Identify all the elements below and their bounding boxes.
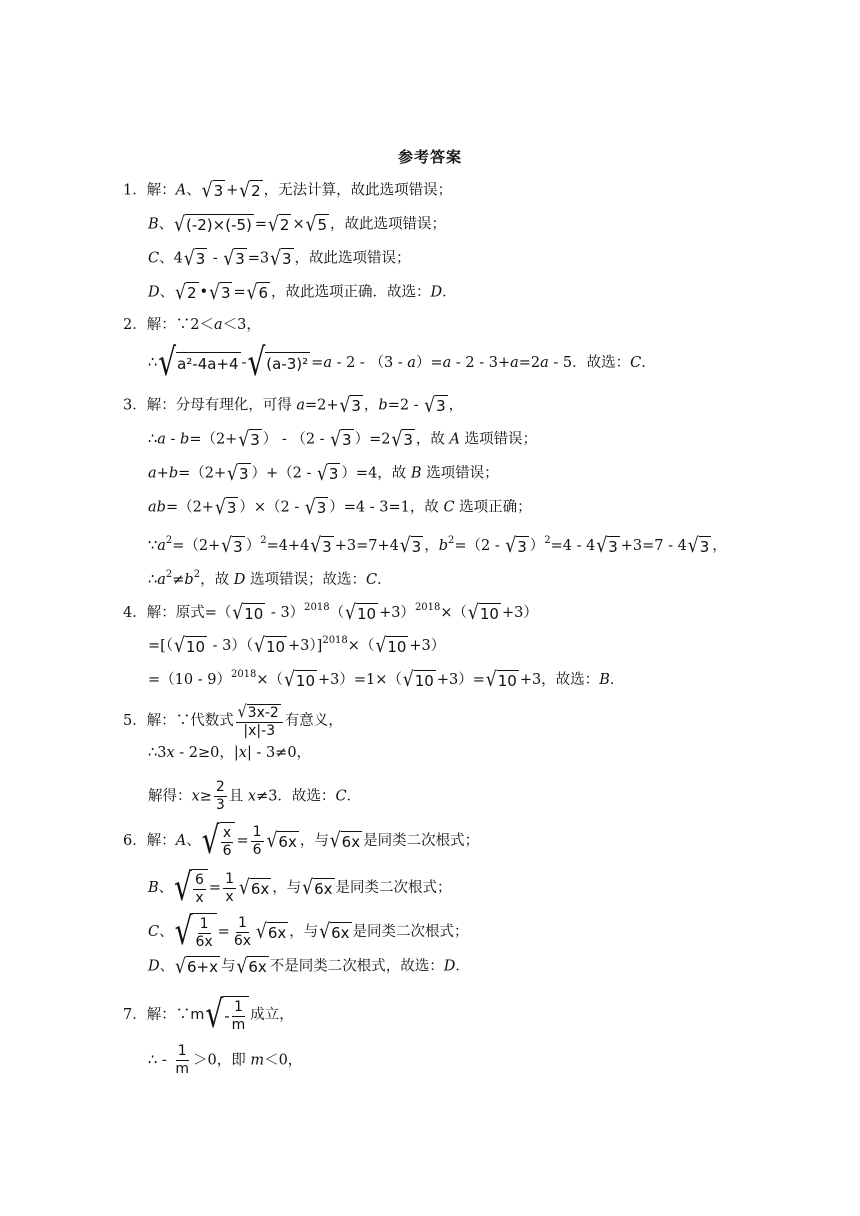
dot: • xyxy=(199,284,209,301)
text: ＞0，即 xyxy=(192,1052,251,1069)
text: 选项错误；故选： xyxy=(245,572,366,588)
q4-line-2 xyxy=(148,631,445,657)
expr: ）×（2 - xyxy=(239,499,304,516)
q1-solution-label: 解： xyxy=(146,182,176,199)
sqrt-3: √3 xyxy=(505,534,527,558)
fraction: $\frac{2}{3}$ xyxy=(215,779,225,813)
expr: ） xyxy=(245,538,261,554)
fraction: $\frac{√3x-2}{|x|-3}$ xyxy=(236,702,283,740)
q5-number: 5． xyxy=(123,713,147,729)
sqrt-3: √3 xyxy=(270,246,292,271)
text: 解：∵ xyxy=(146,1007,191,1023)
period: ． xyxy=(346,788,362,805)
q3-answer: C xyxy=(365,572,378,588)
text: ，故 xyxy=(200,572,234,588)
sqrt-3: √3 xyxy=(399,534,422,558)
expr: - 2≥0，| xyxy=(174,745,239,761)
var-a: a xyxy=(407,355,416,371)
sqrt-6x: √6x xyxy=(236,954,267,979)
var-a: a xyxy=(540,355,549,371)
q7-line-1 xyxy=(123,992,294,1037)
text: 解得： xyxy=(148,788,192,805)
sqrt-square: √(a-3)² xyxy=(247,340,309,385)
expr: +3）= xyxy=(436,672,485,688)
q6-line-1 xyxy=(123,818,480,863)
sqrt-3: √3 xyxy=(201,178,224,203)
text: 选项正确； xyxy=(454,499,532,516)
expr: =（10 - 9） xyxy=(148,672,231,688)
expr: （ xyxy=(329,605,345,621)
expr: ） xyxy=(529,538,545,554)
sqrt-10: √10 xyxy=(402,668,434,692)
var-a: a xyxy=(442,355,452,371)
expr: | - 3≠0， xyxy=(246,745,312,761)
sqrt-3: √3 xyxy=(183,246,206,271)
var-x: x xyxy=(247,788,257,805)
text: ，与 xyxy=(272,880,302,896)
expr: =（2+ xyxy=(172,538,221,554)
var-a: a xyxy=(157,431,166,448)
q6-line-3 xyxy=(148,909,469,954)
q2-line-2 xyxy=(148,340,656,385)
expr: =2+ xyxy=(305,397,339,414)
q3-line-6 xyxy=(148,565,392,590)
q3-line-4 xyxy=(148,497,532,518)
expr: =[（ xyxy=(148,638,174,654)
expr: +3） xyxy=(501,605,538,621)
sqrt-3: √3 xyxy=(214,495,237,520)
page-title: 参考答案 xyxy=(397,148,462,166)
text: ，故 xyxy=(415,431,450,448)
q2-line-1 xyxy=(123,315,261,335)
q5-line-2 xyxy=(148,743,311,763)
separator: 、 xyxy=(159,250,174,267)
option-letter: A xyxy=(175,833,187,849)
q7-line-2 xyxy=(148,1043,302,1078)
comma: ， xyxy=(424,538,439,554)
var-a: a xyxy=(510,355,519,371)
exponent: 2 xyxy=(448,535,455,546)
sqrt-2: √2 xyxy=(239,178,261,203)
equals: = xyxy=(236,833,249,849)
coef: 4 xyxy=(173,250,183,267)
q4-line-1 xyxy=(123,598,538,624)
text: 有意义， xyxy=(284,713,343,729)
expr: =（2+ xyxy=(178,465,227,482)
q3-line-2 xyxy=(148,429,537,450)
sqrt-3: √3 xyxy=(304,495,327,520)
text: 是同类二次根式； xyxy=(335,880,452,896)
expr: ）=2 xyxy=(354,431,391,448)
therefore: ∴ xyxy=(148,572,158,588)
q1-number: 1． xyxy=(123,182,147,199)
minus: - xyxy=(241,355,247,371)
comma: ， xyxy=(712,538,727,554)
var-a: a xyxy=(157,538,166,554)
q1-option-a: A xyxy=(175,182,187,199)
expr: +3） xyxy=(409,638,446,654)
sqrt-3: √3 xyxy=(330,427,352,452)
text: ≠3．故选： xyxy=(256,788,336,805)
q1-option-b: B xyxy=(148,216,159,233)
text: 不是同类二次根式，故选： xyxy=(269,958,444,975)
expr: 解：原式=（ xyxy=(146,605,232,621)
text: 解：∵代数式 xyxy=(146,713,234,729)
q1-b-text: ，故此选项错误； xyxy=(329,216,446,233)
text: 选项错误； xyxy=(421,465,499,482)
expr: +3=7+4 xyxy=(334,538,399,554)
sqrt-3: √3 xyxy=(227,461,249,486)
q2-answer: C xyxy=(630,355,642,371)
q6-number: 6． xyxy=(123,833,147,849)
exponent: 2 xyxy=(260,535,267,546)
var-b: b xyxy=(184,572,194,588)
q3-number: 3． xyxy=(123,397,147,414)
sqrt-quadratic: √a²-4a+4 xyxy=(158,340,239,385)
equals: = xyxy=(311,355,324,371)
q2-text: 解：∵2＜ xyxy=(146,317,214,333)
var-a: a xyxy=(296,397,305,414)
expr: +3）=1×（ xyxy=(318,672,402,688)
q1-d-text: ，故此选项正确．故选： xyxy=(271,284,431,301)
q1-line-3 xyxy=(148,248,411,269)
separator: 、 xyxy=(158,216,174,233)
times: × xyxy=(292,216,305,233)
q3-text: 解：分母有理化，可得 xyxy=(146,397,297,414)
text: 且 xyxy=(228,788,248,805)
sqrt-3: √3 xyxy=(391,427,413,452)
sqrt-product: √(-2)×(-5) xyxy=(174,212,252,237)
expr: =4+4 xyxy=(266,538,310,554)
sqrt-6x: √6x xyxy=(239,876,270,900)
q1-answer: D xyxy=(430,284,443,301)
q2-number: 2． xyxy=(123,317,147,333)
period: ． xyxy=(377,572,392,588)
expr: +3=7 - 4 xyxy=(620,538,687,554)
expr: =4 - 4 xyxy=(550,538,596,554)
q4-line-3 xyxy=(148,665,624,691)
fraction: $\frac{1}{x}$ xyxy=(225,870,234,905)
sqrt-fraction: √ $\frac{x}{6}$ xyxy=(202,822,236,860)
ge: ≥ xyxy=(199,788,212,805)
expr: +3） xyxy=(379,605,415,621)
separator: 、 xyxy=(159,284,175,301)
sqrt-3: √3 xyxy=(317,461,339,486)
var-m: m xyxy=(190,1007,205,1023)
sqrt-6: √6 xyxy=(246,280,269,305)
option-letter: B xyxy=(148,880,159,896)
period: ． xyxy=(609,672,625,688)
q1-a-text: ，无法计算，故此选项错误； xyxy=(263,182,453,199)
expr: - 3）（ xyxy=(208,638,254,654)
sqrt-3: √3 xyxy=(687,534,710,558)
var-x: x xyxy=(238,745,247,761)
sqrt-3: √3 xyxy=(238,427,260,452)
minus: - xyxy=(208,250,223,267)
period: ． xyxy=(455,958,470,975)
exponent: 2018 xyxy=(230,669,257,680)
var-b: b xyxy=(378,397,388,414)
q3-line-5 xyxy=(148,531,727,557)
sqrt-10: √10 xyxy=(485,668,517,692)
option-letter: C xyxy=(148,924,160,940)
text: 是同类二次根式； xyxy=(352,924,469,940)
sqrt-10: √10 xyxy=(284,668,315,692)
not-equal: ≠ xyxy=(172,572,185,588)
expr: - 3） xyxy=(266,605,305,621)
var-a: a xyxy=(148,465,157,482)
sqrt-3: √3 xyxy=(596,534,618,558)
option-letter: D xyxy=(233,572,246,588)
separator: 、 xyxy=(159,924,174,940)
equals: = xyxy=(208,880,222,896)
separator: 、 xyxy=(158,880,174,896)
q4-answer: B xyxy=(599,672,610,688)
sqrt-10: √10 xyxy=(232,601,264,625)
sqrt-3: √3 xyxy=(339,393,361,418)
sqrt-fraction: √- $\frac{1}{m}$ xyxy=(205,996,249,1034)
text: 与 xyxy=(220,958,236,975)
q7-number: 7． xyxy=(123,1007,147,1023)
q1-line-1 xyxy=(123,180,452,201)
option-letter: C xyxy=(443,499,455,516)
period: ． xyxy=(641,355,656,371)
expr: ×（ xyxy=(347,638,375,654)
sqrt-3: √3 xyxy=(209,280,231,305)
q6-answer: D xyxy=(443,958,456,975)
separator: 、 xyxy=(159,958,175,975)
var-b: b xyxy=(438,538,449,554)
expr: ×（ xyxy=(256,672,284,688)
exponent: 2018 xyxy=(322,635,348,646)
plus: + xyxy=(156,465,169,482)
exponent: 2018 xyxy=(304,602,330,613)
expr: =（2 - xyxy=(454,538,505,554)
exponent: 2 xyxy=(544,535,551,546)
comma: ， xyxy=(363,397,379,414)
expr: ）= xyxy=(415,355,443,371)
q1-option-c: C xyxy=(148,250,160,267)
fraction: $\frac{1}{6x}$ xyxy=(233,914,252,949)
expr: ）=4，故 xyxy=(341,465,411,482)
expr: =（2+ xyxy=(165,499,214,516)
q4-number: 4． xyxy=(123,605,147,621)
option-letter: A xyxy=(449,431,460,448)
text: ＜0， xyxy=(264,1052,303,1069)
exponent: 2 xyxy=(165,569,173,580)
sqrt-5: √5 xyxy=(305,212,327,237)
sqrt-6x: √6x xyxy=(319,920,350,944)
var-m: m xyxy=(250,1052,265,1069)
plus: + xyxy=(226,182,239,199)
var-a: a xyxy=(323,355,332,371)
sqrt-6x: √6x xyxy=(256,920,287,944)
expr: ∴ - xyxy=(148,1052,172,1069)
q5-line-1 xyxy=(123,702,343,740)
expr: - 2 - （3 - xyxy=(331,355,408,371)
therefore: ∴ xyxy=(148,355,158,371)
q1-option-d: D xyxy=(148,284,160,301)
expr: ）+（2 - xyxy=(251,465,317,482)
sqrt-3: √3 xyxy=(221,534,243,558)
therefore: ∴ xyxy=(148,431,158,448)
sqrt-2: √2 xyxy=(175,280,197,305)
fraction: $\frac{1}{6}$ xyxy=(252,823,262,858)
exponent: 2 xyxy=(165,535,173,546)
sqrt-10: √10 xyxy=(254,634,286,658)
equals: = xyxy=(217,924,230,940)
expr: ） - （2 - xyxy=(262,431,330,448)
equals: = xyxy=(233,284,246,301)
option-letter: B xyxy=(410,465,422,482)
q5-line-3 xyxy=(148,779,361,814)
expr: =2 - xyxy=(387,397,424,414)
sqrt-10: √10 xyxy=(468,601,499,625)
expr: +3）] xyxy=(288,638,323,654)
q3-line-1 xyxy=(123,395,463,416)
separator: 、 xyxy=(186,182,201,199)
expr: ）=4 - 3=1，故 xyxy=(329,499,444,516)
var-b: b xyxy=(180,431,190,448)
sqrt-fraction: √ $\frac{1}{6x}$ xyxy=(175,913,217,951)
sqrt-fraction: √ $\frac{6}{x}$ xyxy=(174,869,208,907)
sqrt-6-plus-x: √6+x xyxy=(175,954,218,979)
q1-line-4 xyxy=(148,282,457,303)
text: 解： xyxy=(146,833,176,849)
q5-answer: C xyxy=(335,788,347,805)
q1-c-text: ，故此选项错误； xyxy=(294,250,411,267)
q1-line-2 xyxy=(148,214,446,235)
sqrt-10: √10 xyxy=(174,634,205,658)
equals: =3 xyxy=(247,250,270,267)
exponent: 2 xyxy=(193,569,201,580)
sqrt-10: √10 xyxy=(345,601,377,625)
text: 成立， xyxy=(250,1007,294,1023)
text: 选项错误； xyxy=(459,431,538,448)
expr: ×（ xyxy=(440,605,468,621)
var-ab: ab xyxy=(148,499,166,516)
sqrt-10: √10 xyxy=(375,634,407,658)
q6-line-4 xyxy=(148,956,470,977)
sqrt-3: √3 xyxy=(424,393,446,418)
q6-line-2 xyxy=(148,865,452,910)
sqrt-3: √3 xyxy=(310,534,332,558)
var-a: a xyxy=(157,572,166,588)
comma: ， xyxy=(448,397,464,414)
text: ，与 xyxy=(289,924,319,940)
equals: = xyxy=(254,216,268,233)
expr: =（2+ xyxy=(189,431,238,448)
option-letter: D xyxy=(148,958,160,975)
sqrt-6x: √6x xyxy=(266,829,297,853)
expr: =2 xyxy=(518,355,541,371)
expr: - 5．故选： xyxy=(548,355,631,371)
var-a: a xyxy=(213,317,223,333)
sqrt-6x: √6x xyxy=(329,829,361,853)
text: 是同类二次根式； xyxy=(363,833,480,849)
sqrt-2: √2 xyxy=(268,212,290,237)
expr: - 2 - 3+ xyxy=(451,355,511,371)
because: ∵ xyxy=(148,538,158,554)
expr: +3，故选： xyxy=(519,672,600,688)
var-x: x xyxy=(166,745,175,761)
text: ，与 xyxy=(299,833,329,849)
fraction: $\frac{1}{m}$ xyxy=(175,1043,189,1077)
q2-text-end: ＜3， xyxy=(222,317,261,333)
q3-line-3 xyxy=(148,463,499,484)
sqrt-3: √3 xyxy=(223,246,245,271)
period: ． xyxy=(442,284,457,301)
expr: ∴3 xyxy=(148,745,167,761)
var-b: b xyxy=(168,465,179,482)
minus: - xyxy=(165,431,181,448)
sqrt-6x: √6x xyxy=(302,876,333,900)
separator: 、 xyxy=(186,833,201,849)
var-x: x xyxy=(191,788,200,805)
exponent: 2018 xyxy=(414,602,441,613)
